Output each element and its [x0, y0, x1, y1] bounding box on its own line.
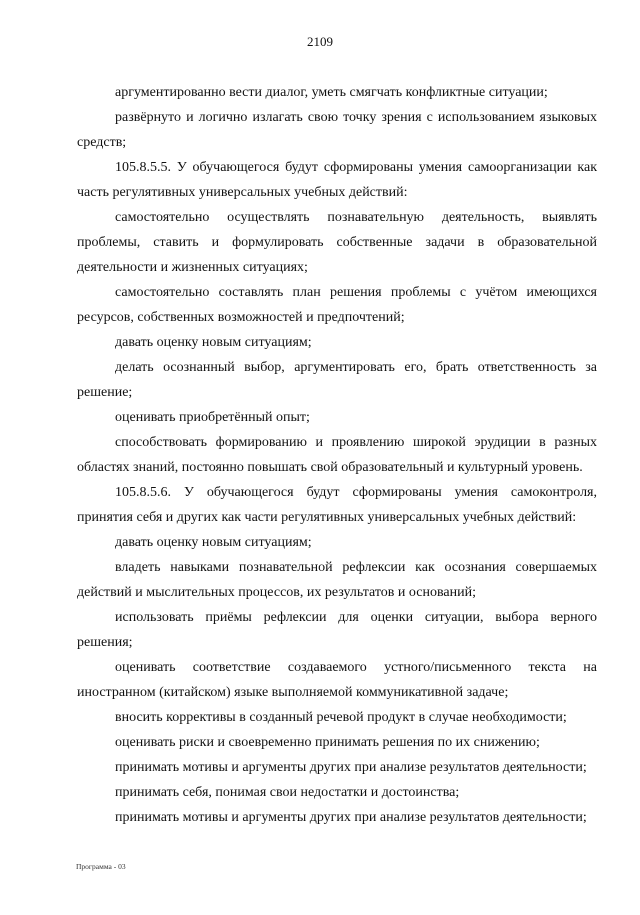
footer-program-label: Программа - 03 [76, 862, 126, 871]
paragraph: делать осознанный выбор, аргументировать его, брать ответственность за решение; [77, 360, 597, 400]
paragraph: принимать себя, понимая свои недостатки и достоинства; [115, 785, 460, 800]
paragraph: способствовать формированию и проявлению широкой эрудиции в разных областях знаний, постоянно повышать свой образовательный и культурный уровень. [77, 435, 597, 475]
paragraph: 105.8.5.5. У обучающегося будут сформированы умения самоорганизации как часть регулятивных универсальных учебных действий: [77, 160, 597, 200]
paragraph: давать оценку новым ситуациям; [115, 535, 312, 550]
paragraph: принимать мотивы и аргументы других при анализе результатов деятельности; [115, 810, 587, 825]
paragraph: развёрнуто и логично излагать свою точку зрения с использованием языковых средств; [77, 110, 597, 150]
paragraph: оценивать соответствие создаваемого устного/письменного текста на иностранном (китайском) языке выполняемой коммуникативной задаче; [77, 660, 597, 700]
paragraph: использовать приёмы рефлексии для оценки ситуации, выбора верного решения; [77, 610, 597, 650]
paragraph: оценивать приобретённый опыт; [115, 410, 310, 425]
paragraph: оценивать риски и своевременно принимать решения по их снижению; [115, 735, 540, 750]
paragraph: давать оценку новым ситуациям; [115, 335, 312, 350]
paragraph: самостоятельно осуществлять познавательную деятельность, выявлять проблемы, ставить и формулировать собственные задачи в образовательной деятельности и жизненных ситуациях; [77, 210, 597, 275]
paragraph: аргументированно вести диалог, уметь смягчать конфликтные ситуации; [115, 85, 548, 100]
paragraph: самостоятельно составлять план решения проблемы с учётом имеющихся ресурсов, собственных возможностей и предпочтений; [77, 285, 597, 325]
page-number: 2109 [307, 34, 333, 49]
paragraph: вносить коррективы в созданный речевой продукт в случае необходимости; [115, 710, 567, 725]
paragraph: владеть навыками познавательной рефлексии как осознания совершаемых действий и мыслительных процессов, их результатов и оснований; [77, 560, 597, 600]
paragraph: принимать мотивы и аргументы других при анализе результатов деятельности; [115, 760, 587, 775]
document-body [77, 80, 597, 830]
paragraph: 105.8.5.6. У обучающегося будут сформированы умения самоконтроля, принятия себя и других как части регулятивных универсальных учебных действий: [77, 485, 597, 525]
